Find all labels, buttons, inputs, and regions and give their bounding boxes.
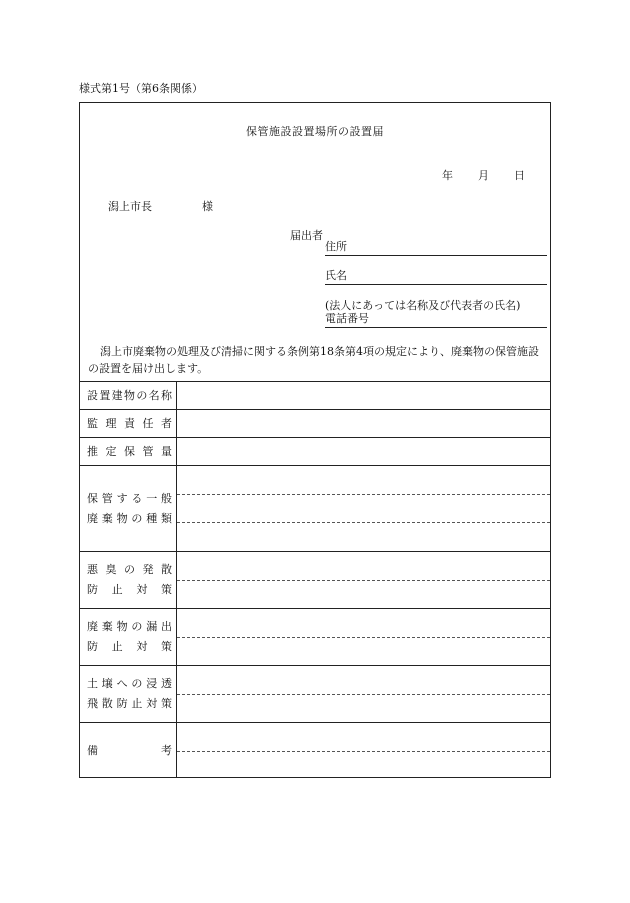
- dashed-rule: [177, 494, 550, 495]
- row-label: 防止対策: [87, 583, 172, 596]
- date-year-label: 年: [442, 169, 453, 182]
- phone-field[interactable]: [325, 312, 547, 328]
- row-label: 廃棄物の種類: [87, 511, 172, 525]
- dashed-rule: [177, 637, 550, 638]
- corporate-note: (法人にあっては名称及び代表者の氏名): [325, 299, 521, 312]
- address-field[interactable]: [325, 240, 547, 256]
- row-label: 設置建物の名称: [87, 388, 172, 402]
- row-label: 廃棄物の漏出: [87, 620, 172, 633]
- row-label: 推 定 保 管 量: [87, 444, 172, 458]
- table-row: [80, 665, 550, 722]
- dashed-rule: [177, 522, 550, 523]
- addressee-name: 潟上市長: [108, 200, 152, 213]
- form-title: 保管施設設置場所の設置届: [246, 125, 384, 138]
- table-row: [80, 409, 550, 437]
- table-row: [80, 381, 550, 409]
- name-label: 氏名: [325, 269, 347, 282]
- table-row: [80, 551, 550, 608]
- row-label: 防止対策: [87, 640, 172, 653]
- address-label: 住所: [325, 240, 347, 253]
- date-day-label: 日: [514, 169, 525, 182]
- row-label: 飛散防止対策: [87, 697, 172, 710]
- dashed-rule: [177, 694, 550, 695]
- declaration-text: 潟上市廃棄物の処理及び清掃に関する条例第18条第4項の規定により、廃棄物の保管施設の設置を届け出します。: [88, 345, 539, 375]
- row-label: 保管する一般: [87, 491, 172, 505]
- dashed-rule: [177, 580, 550, 581]
- date-month-label: 月: [478, 169, 489, 182]
- table-row: [80, 608, 550, 665]
- row-label: 監 理 責 任 者: [87, 416, 172, 430]
- row-label: 備考: [87, 743, 172, 757]
- table-row: [80, 722, 550, 778]
- dashed-rule: [177, 751, 550, 752]
- phone-label: 電話番号: [325, 312, 369, 325]
- form-code: 様式第1号（第6条関係）: [79, 82, 203, 95]
- table-row: [80, 437, 550, 465]
- row-label: 悪臭の発散: [87, 563, 172, 576]
- addressee-honorific: 様: [202, 200, 213, 213]
- applicant-label: 届出者: [290, 229, 323, 242]
- name-field[interactable]: [325, 269, 547, 285]
- table-row: [80, 465, 550, 551]
- form-frame: [79, 102, 551, 778]
- row-label: 土壌への浸透: [87, 677, 172, 690]
